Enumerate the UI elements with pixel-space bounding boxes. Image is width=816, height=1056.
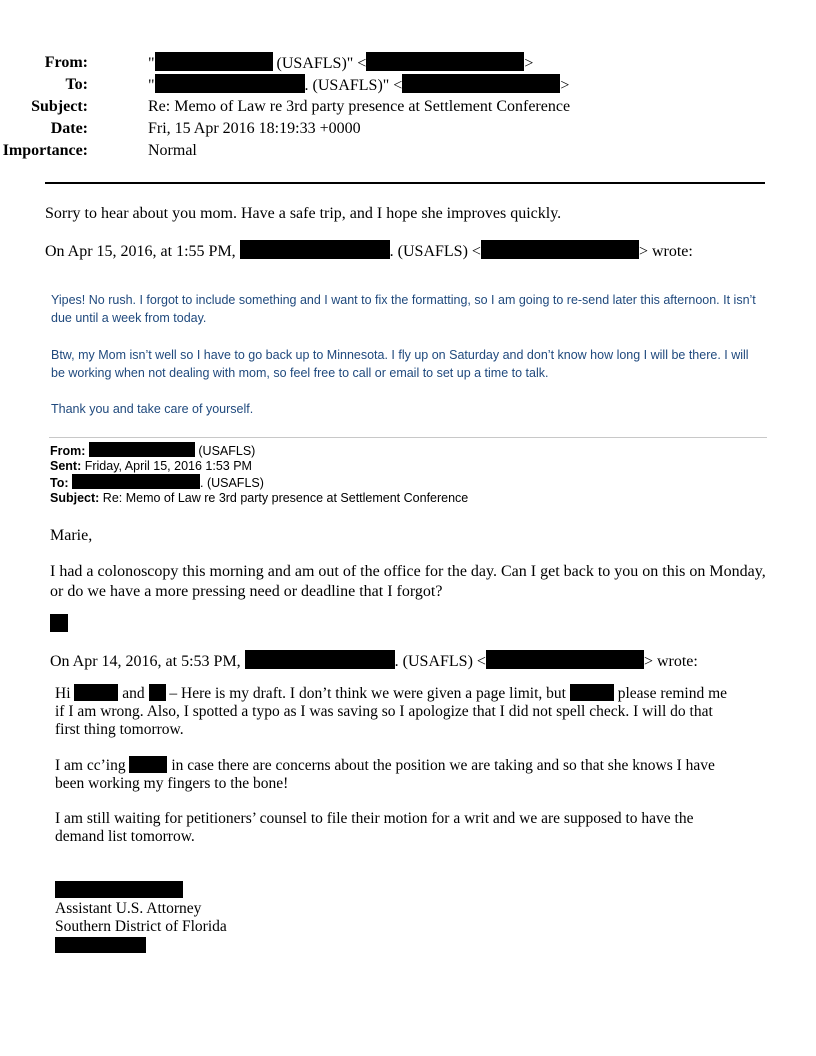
fwd-sent-value: Friday, April 15, 2016 1:53 PM	[84, 459, 252, 473]
message-greeting: Marie,	[50, 527, 93, 544]
signature-office: Southern District of Florida	[55, 918, 227, 935]
fwd-subject-row	[50, 490, 468, 506]
quoted-paragraph-3: Thank you and take care of yourself.	[51, 402, 254, 416]
reply-body: Sorry to hear about you mom. Have a safe trip, and I hope she improves quickly.	[45, 205, 562, 222]
to-bracket-close: >	[560, 77, 570, 94]
draft-p2-line2: been working my fingers to the bone!	[55, 775, 289, 792]
fwd-to-org: . (USAFLS)	[200, 476, 264, 490]
reply-quote-header	[45, 240, 693, 262]
message-body: I had a colonoscopy this morning and am out of the office for the day. Can I get back to you on this on Monday, or do we have a more pressing need or deadline that I forgot?	[50, 563, 766, 600]
quote-org: . (USAFLS) <	[394, 653, 486, 670]
draft-p1-line3: first thing tomorrow.	[55, 721, 184, 738]
from-bracket-close: >	[524, 55, 534, 72]
redacted-name	[129, 756, 167, 773]
text-ccing: I am cc’ing	[55, 757, 130, 774]
fwd-from-row	[50, 442, 255, 459]
redacted-contact	[55, 937, 146, 953]
draft-p2-line1	[55, 756, 775, 775]
quote-org: . (USAFLS) <	[389, 243, 481, 260]
quoted-paragraph-1: Yipes! No rush. I forgot to include something and I want to fix the formatting, so I am going to re-send later this afternoon. It isn’t due until a week from today.	[51, 293, 756, 325]
redacted-signature	[50, 614, 68, 632]
to-org: . (USAFLS)" <	[304, 77, 403, 94]
draft-p3-line1: I am still waiting for petitioners’ counsel to file their motion for a writ and we are supposed to have the	[55, 810, 694, 827]
importance-label: Importance:	[2, 142, 88, 159]
fwd-from-label: From:	[50, 444, 86, 458]
redacted-email	[402, 74, 560, 93]
redacted-name	[245, 650, 395, 669]
redacted-name	[155, 52, 273, 71]
message-quote-header	[50, 650, 698, 672]
redacted-name	[149, 684, 166, 701]
fwd-sent-row	[50, 458, 252, 474]
from-quote-open: "	[148, 55, 155, 72]
from-value	[148, 52, 533, 75]
from-org: (USAFLS)" <	[272, 55, 367, 72]
draft-p1-line1	[55, 684, 775, 703]
text-remind: please remind me	[613, 685, 728, 702]
draft-paragraph-1	[55, 684, 775, 739]
to-value	[148, 74, 569, 97]
fwd-sent-label: Sent:	[50, 459, 82, 473]
draft-paragraph-3	[55, 810, 775, 846]
fwd-subject-label: Subject:	[50, 491, 100, 505]
draft-p1-line2: if I am wrong. Also, I spotted a typo as I was saving so I apologize that I did not spell check. I will do that	[55, 703, 713, 720]
redacted-signer-name	[55, 881, 183, 898]
redacted-name	[74, 684, 118, 701]
redacted-name	[72, 474, 200, 489]
draft-paragraph-2	[55, 756, 775, 793]
forward-divider	[49, 437, 767, 438]
text-hi: Hi	[55, 685, 75, 702]
redacted-email	[486, 650, 644, 669]
redacted-email	[481, 240, 639, 259]
redacted-name	[89, 442, 195, 457]
fwd-to-row	[50, 474, 264, 491]
subject-label: Subject:	[31, 98, 88, 115]
redacted-name	[155, 74, 305, 93]
text-concerns: in case there are concerns about the position we are taking and so that she knows I have	[167, 757, 715, 774]
redacted-email	[366, 52, 524, 71]
from-label: From:	[44, 54, 88, 71]
fwd-subject-value: Re: Memo of Law re 3rd party presence at Settlement Conference	[102, 491, 469, 505]
quote-date: On Apr 14, 2016, at 5:53 PM,	[50, 653, 245, 670]
fwd-to-label: To:	[50, 476, 69, 490]
quote-wrote: > wrote:	[643, 653, 698, 670]
text-and: and	[118, 685, 149, 702]
to-quote-open: "	[148, 77, 155, 94]
date-value: Fri, 15 Apr 2016 18:19:33 +0000	[148, 120, 361, 137]
to-label: To:	[65, 76, 88, 93]
date-label: Date:	[50, 120, 88, 137]
quoted-paragraph-2: Btw, my Mom isn’t well so I have to go back up to Minnesota. I fly up on Saturday and don’t know how long I will be there. I will be working when not dealing with mom, so feel free to call or email to set up a time to talk.	[51, 348, 749, 380]
redacted-name	[240, 240, 390, 259]
text-draft: – Here is my draft. I don’t think we were given a page limit, but	[165, 685, 570, 702]
header-divider	[45, 182, 765, 184]
redacted-name	[570, 684, 614, 701]
signature-title: Assistant U.S. Attorney	[55, 900, 202, 917]
importance-value: Normal	[148, 142, 197, 159]
quote-date: On Apr 15, 2016, at 1:55 PM,	[45, 243, 240, 260]
draft-p3-line2: demand list tomorrow.	[55, 828, 195, 845]
fwd-from-org: (USAFLS)	[194, 444, 256, 458]
quote-wrote: > wrote:	[638, 243, 693, 260]
subject-value: Re: Memo of Law re 3rd party presence at Settlement Conference	[148, 98, 571, 115]
